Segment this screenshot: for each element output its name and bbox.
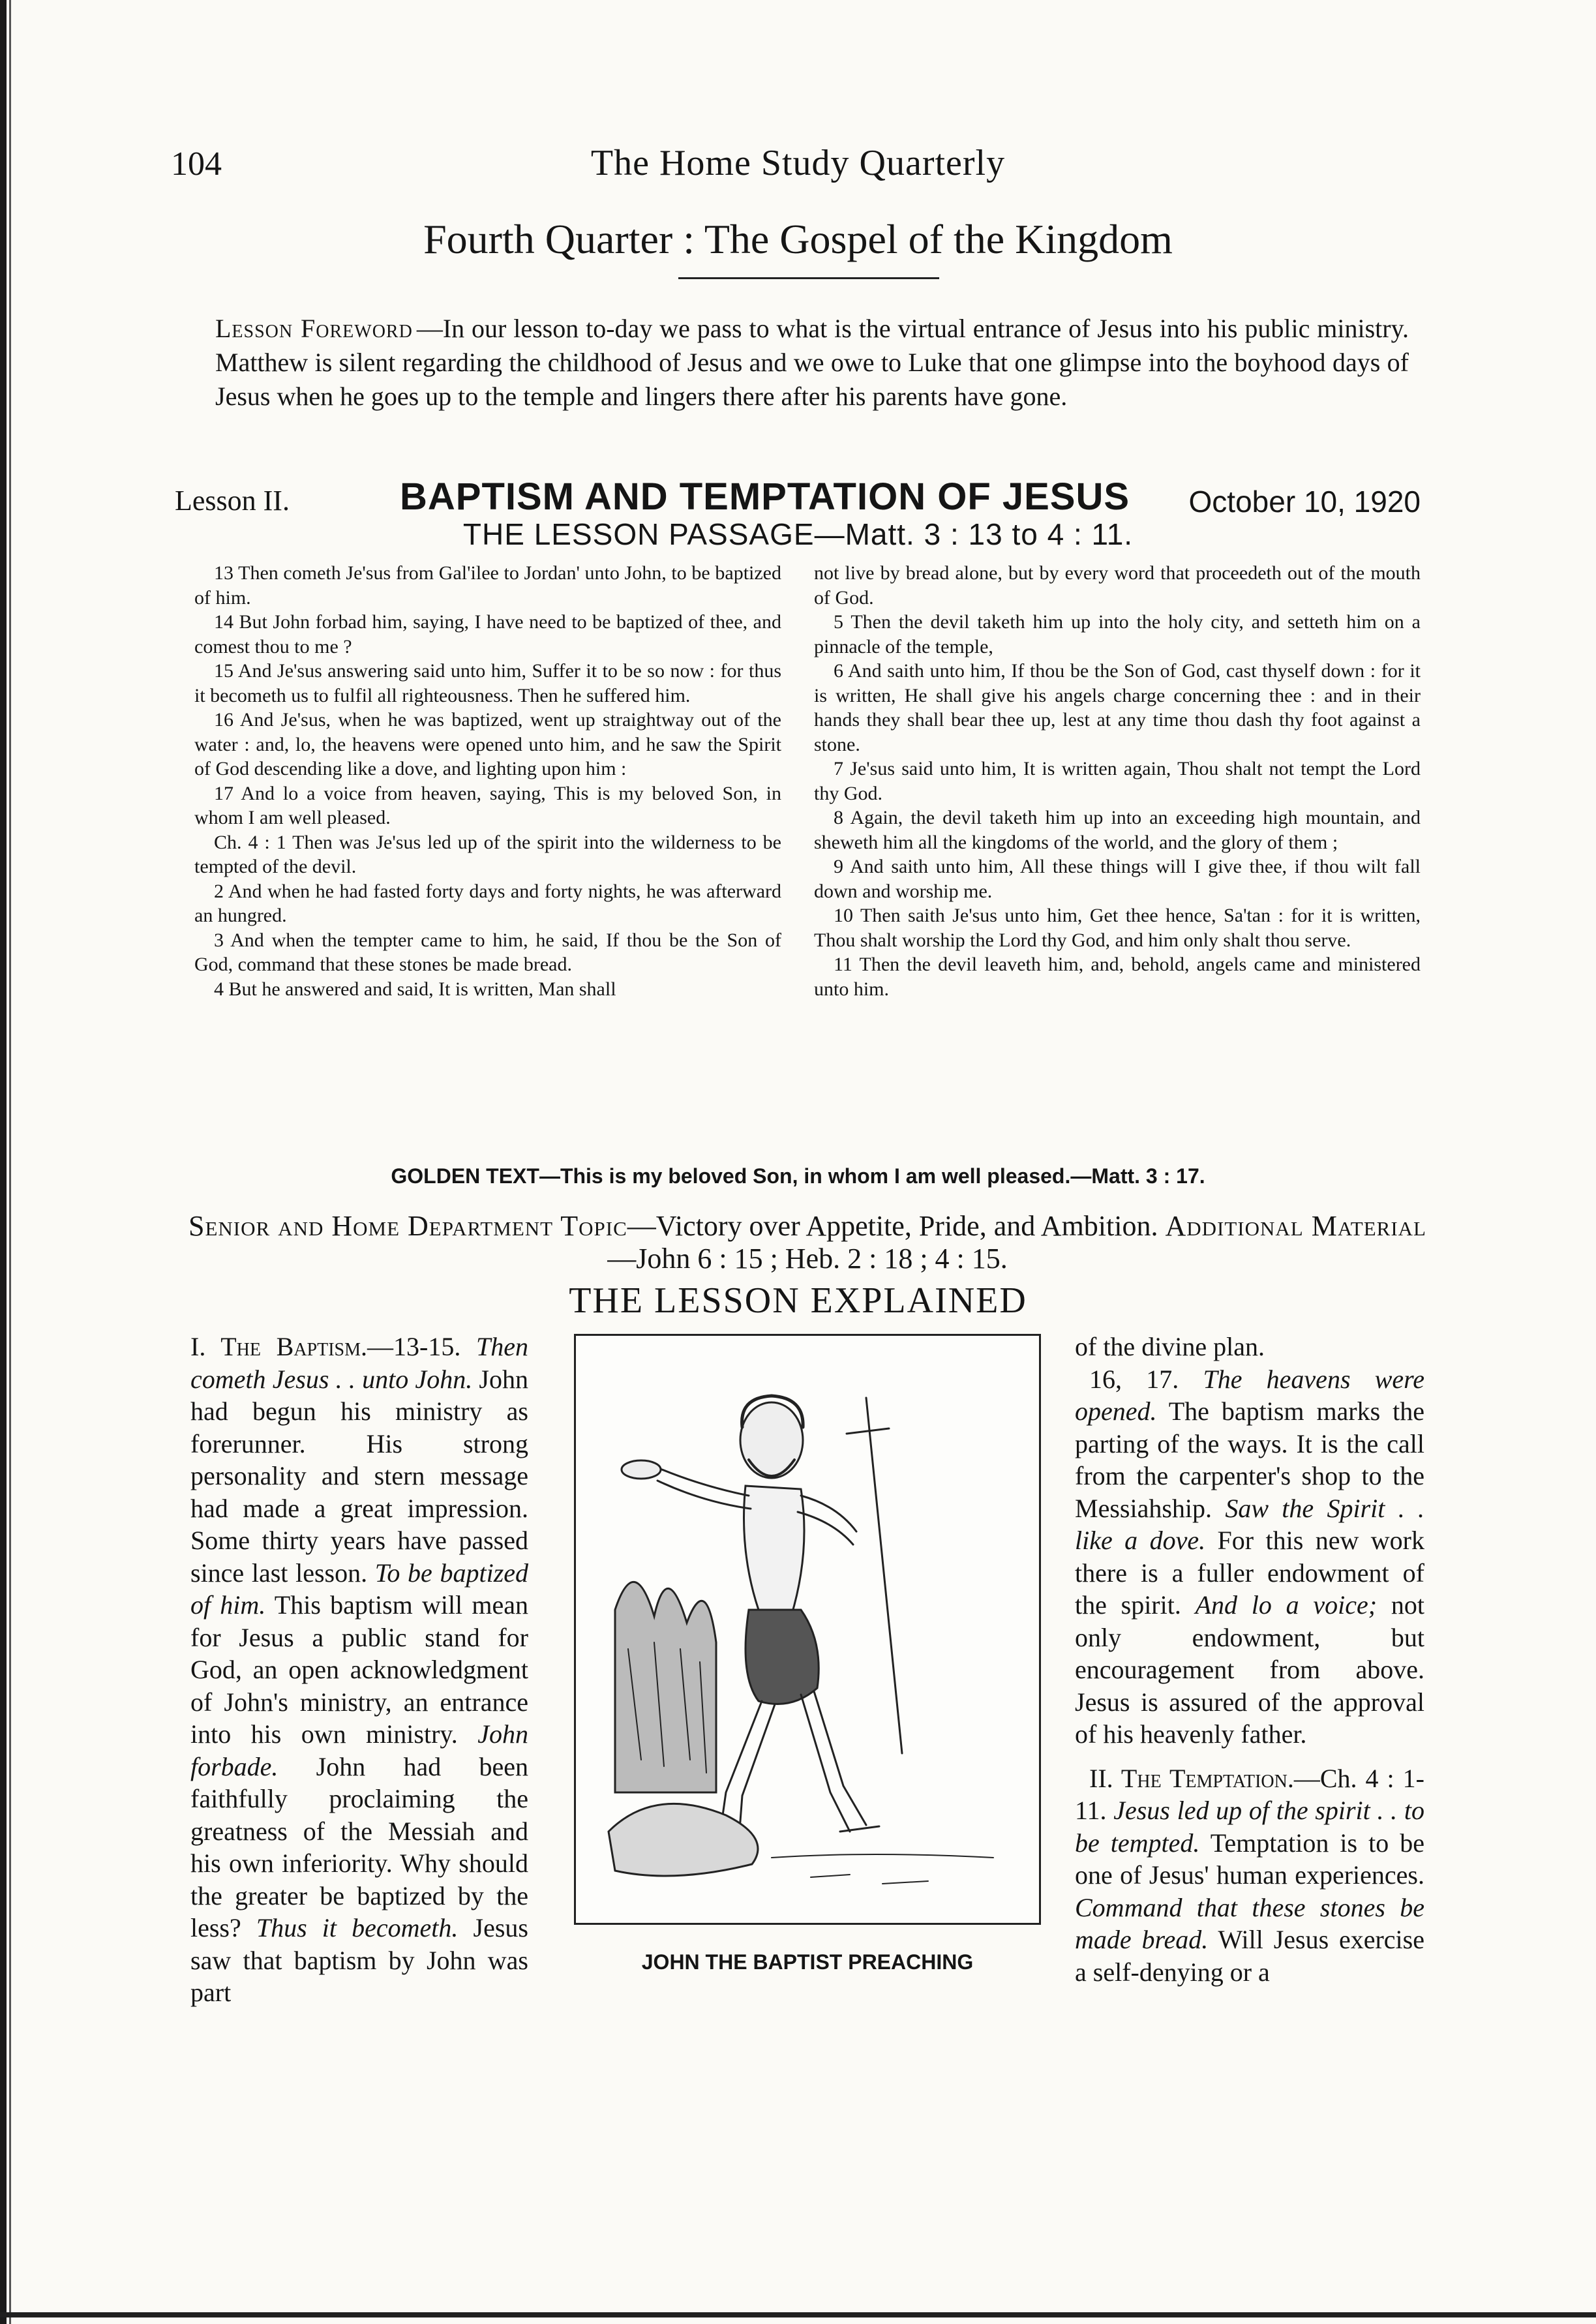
topic-text: —Victory over Appetite, Pride, and Ambition.: [627, 1210, 1158, 1242]
lesson-title: BAPTISM AND TEMPTATION OF JESUS: [400, 475, 1130, 518]
scan-edge-line: [9, 0, 11, 2324]
figure-caption: JOHN THE BAPTIST PREACHING: [641, 1950, 974, 1974]
verse: 6 And saith unto him, If thou be the Son of God, cast thyself down : for it is written, He shall give his angels charge concerning thee : and in their hands they shall bear thee up, lest at any time thou dash thy foot against a stone.: [814, 660, 1421, 755]
verse: 8 Again, the devil taketh him up into an exceeding high mountain, and sheweth him all the kingdoms of the world, and the glory of them ;: [814, 807, 1421, 853]
scan-bottom-edge: [0, 2312, 1596, 2317]
topic-label: Senior and Home Department Topic: [188, 1210, 627, 1242]
john-the-baptist-illustration: [576, 1336, 1039, 1923]
commentary-paragraph: [190, 1331, 528, 2009]
golden-text: GOLDEN TEXT—This is my beloved Son, in whom I am well pleased.—Matt. 3 : 17.: [391, 1164, 1205, 1188]
verse: 14 But John forbad him, saying, I have need to be baptized of thee, and comest thou to me ?: [194, 611, 781, 657]
commentary-text: not only endowment, but encouragement from above. Jesus is assured of the approval of his heavenly father.: [1075, 1590, 1424, 1749]
verse: 16 And Je'sus, when he was baptized, went up straightway out of the water : and, lo, the heavens were opened unto him, and he saw the Spirit of God descending like a dove, and lighting upon him :: [194, 709, 781, 779]
quote: Saw the Spirit . . like a dove.: [1075, 1493, 1425, 1555]
page-number: 104: [171, 145, 222, 183]
quote: To be baptized of him.: [190, 1558, 529, 1620]
quarter-title: Fourth Quarter : The Gospel of the Kingdom: [423, 216, 1173, 262]
verse: not live by bread alone, but by every word that proceedeth out of the mouth of God.: [814, 562, 1421, 609]
section-heading: II. The Temptation.: [1089, 1763, 1294, 1793]
quote: Then cometh Jesus . . unto John.: [190, 1332, 529, 1394]
section-heading: I. The Baptism.: [190, 1332, 368, 1361]
scripture-column-right: [814, 561, 1421, 1001]
verse: 3 And when the tempter came to him, he said, If thou be the Son of God, command that these stones be made bread.: [194, 929, 781, 975]
commentary-text: Temptation is to be one of Jesus' human experiences.: [1075, 1828, 1424, 1890]
lesson-explained-heading: THE LESSON EXPLAINED: [569, 1280, 1027, 1321]
lesson-number: Lesson II.: [175, 485, 290, 517]
commentary-text: Will Jesus exercise a self-denying or a: [1075, 1925, 1424, 1987]
quote: John forbade.: [190, 1719, 528, 1781]
commentary-column-left: [190, 1331, 528, 2009]
publication-title: The Home Study Quarterly: [590, 143, 1006, 183]
verse: 15 And Je'sus answering said unto him, Suffer it to be so now : for thus it becometh us to fulfil all righteousness. Then he suffered him.: [194, 660, 781, 706]
commentary-text: For this new work there is a fuller endowment of the spirit.: [1075, 1526, 1424, 1620]
illustration-frame: [574, 1334, 1041, 1925]
commentary-paragraph: [1075, 1331, 1424, 1363]
quote: Command that these stones be made bread.: [1075, 1892, 1424, 1954]
verse: 17 And lo a voice from heaven, saying, This is my beloved Son, in whom I am well pleased.: [194, 782, 781, 828]
foreword-label: Lesson Foreword: [215, 314, 413, 343]
commentary-column-right: [1075, 1331, 1424, 1988]
verse: 11 Then the devil leaveth him, and, behold, angels came and ministered unto him.: [814, 954, 1421, 1000]
verse: 7 Je'sus said unto him, It is written again, Thou shalt not tempt the Lord thy God.: [814, 758, 1421, 804]
quote: Thus it becometh.: [256, 1913, 459, 1942]
commentary-text: John had begun his ministry as forerunner. His strong personality and stern message had made a great impression. Some thirty years have passed since last lesson.: [190, 1364, 528, 1588]
senior-department-topic: [175, 1210, 1440, 1275]
scripture-column-left: [194, 561, 781, 1001]
lesson-date: October 10, 1920: [1188, 485, 1421, 519]
additional-text: —John 6 : 15 ; Heb. 2 : 18 ; 4 : 15.: [607, 1243, 1008, 1275]
verse: 2 And when he had fasted forty days and forty nights, he was afterward an hungred.: [194, 880, 781, 926]
foreword-text: —In our lesson to-day we pass to what is the virtual entrance of Jesus into his public ministry. Matthew is silent regarding the childhood of Jesus and we owe to Luke that one glimpse into the boyhood days of Jesus when he goes up to the temple and lingers there after his parents have gone.: [215, 314, 1409, 411]
scan-edge: [0, 0, 7, 2324]
quote: And lo a voice;: [1195, 1590, 1378, 1620]
commentary-text: Jesus saw that baptism by John was part: [190, 1913, 528, 2007]
lesson-heading: [175, 471, 1421, 523]
commentary-paragraph: [1075, 1762, 1424, 1989]
additional-label: Additional Material: [1165, 1210, 1426, 1242]
verse-range: 16, 17.: [1089, 1364, 1203, 1394]
verse: 5 Then the devil taketh him up into the holy city, and setteth him on a pinnacle of the temple,: [814, 611, 1421, 657]
commentary-paragraph: [1075, 1363, 1424, 1751]
verse: Ch. 4 : 1 Then was Je'sus led up of the spirit into the wilderness to be tempted of the devil.: [194, 831, 781, 877]
lesson-foreword: [215, 312, 1409, 414]
verse-range: —Ch. 4 : 1-11.: [1075, 1763, 1424, 1825]
verse-range: —13-15.: [367, 1332, 461, 1361]
quote: The heavens were opened.: [1075, 1364, 1424, 1426]
verse: 10 Then saith Je'sus unto him, Get thee hence, Sa'tan : for it is written, Thou shalt worship the Lord thy God, and him only shalt thou serve.: [814, 905, 1421, 951]
verse: 4 But he answered and said, It is written, Man shall: [214, 978, 616, 1000]
quote: Jesus led up of the spirit . . to be tempted.: [1075, 1796, 1425, 1858]
commentary-text: This baptism will mean for Jesus a public stand for God, an open acknowledgment of John's ministry, an entrance into his own ministry.: [190, 1590, 528, 1749]
lesson-passage-heading: THE LESSON PASSAGE—Matt. 3 : 13 to 4 : 11.: [462, 517, 1134, 551]
commentary-text: John had been faithfully proclaiming the greatness of the Messiah and his own inferiority. Why should the greater be baptized by the less?: [190, 1751, 528, 1942]
divider: [678, 277, 939, 279]
verse: 13 Then cometh Je'sus from Gal'ilee to Jordan' unto John, to be baptized of him.: [194, 562, 781, 609]
commentary-text: of the divine plan.: [1075, 1332, 1265, 1361]
verse: 9 And saith unto him, All these things will I give thee, if thou wilt fall down and worship me.: [814, 856, 1421, 902]
commentary-text: The baptism marks the parting of the ways. It is the call from the carpenter's shop to the Messiahship.: [1075, 1396, 1424, 1523]
